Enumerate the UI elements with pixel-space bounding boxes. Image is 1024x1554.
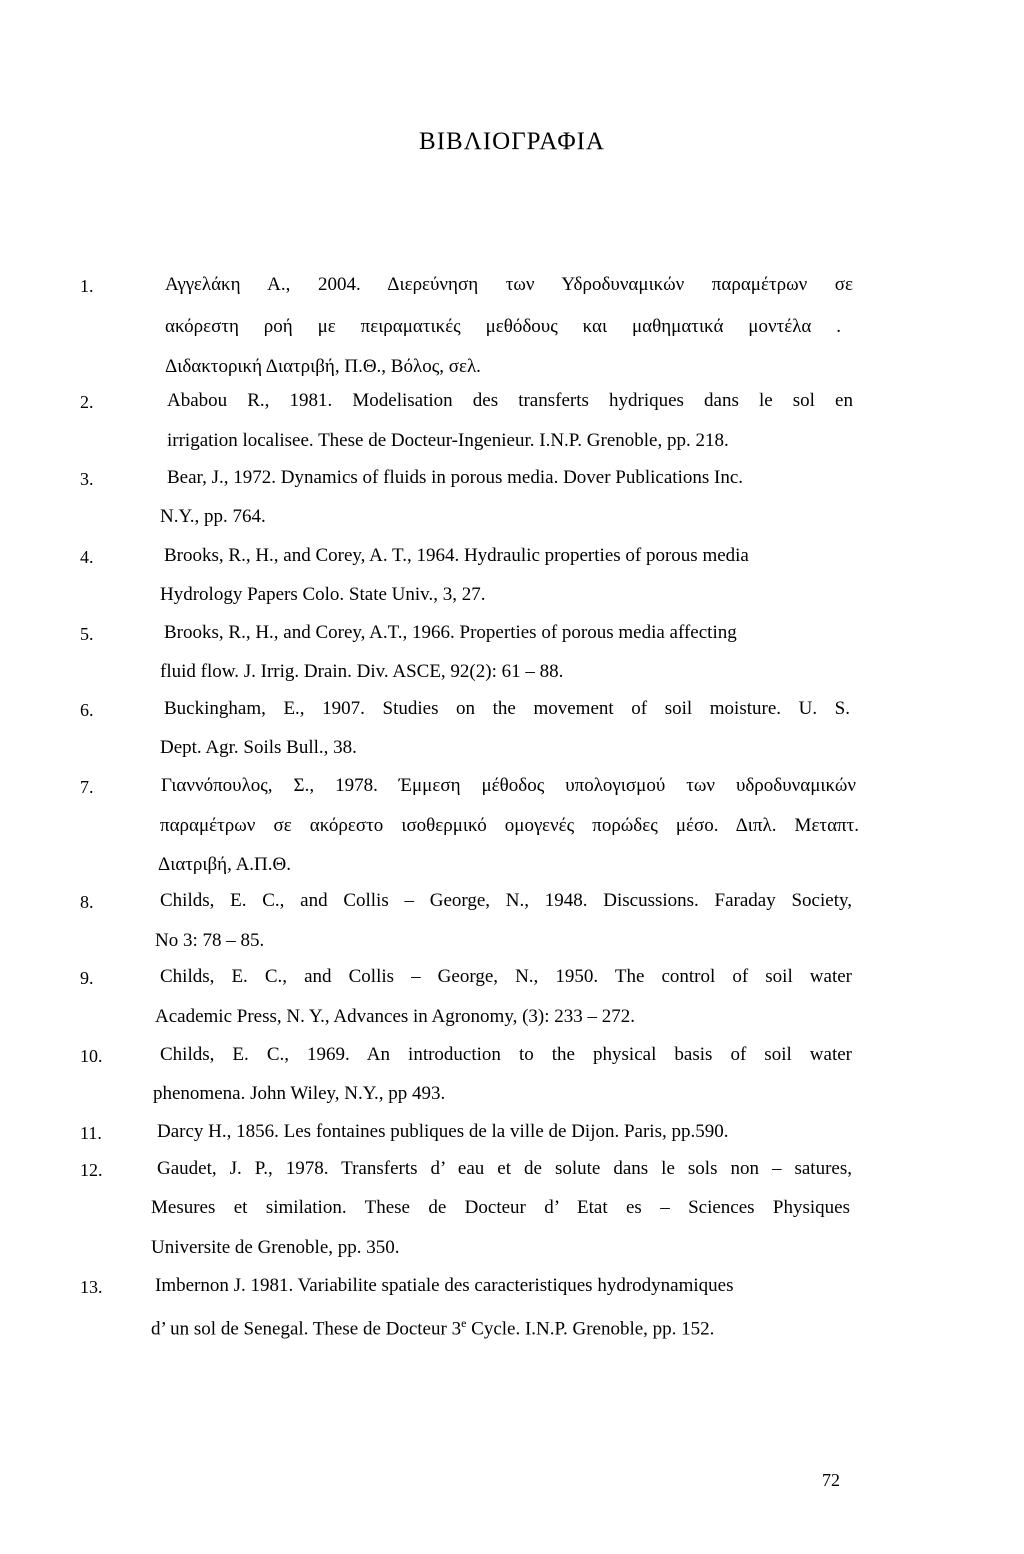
reference-number: 6. (80, 700, 94, 720)
reference-line: Ababou R., 1981. Modelisation des transferts hydriques dans le sol en (167, 390, 853, 411)
reference-line: Αγγελάκη Α., 2004. Διερεύνηση των Υδροδυναμικών παραμέτρων σε (165, 274, 853, 295)
reference-line: Childs, E. C., 1969. An introduction to the physical basis of soil water (160, 1044, 852, 1065)
reference-number: 4. (80, 547, 94, 567)
page-title: ΒΙΒΛΙΟΓΡΑΦΙΑ (419, 128, 605, 155)
reference-number: 12. (80, 1160, 103, 1180)
reference-line: Bear, J., 1972. Dynamics of fluids in porous media. Dover Publications Inc. (167, 467, 744, 488)
reference-line: Brooks, R., H., and Corey, A. T., 1964. Hydraulic properties of porous media (164, 545, 749, 566)
reference-line: phenomena. John Wiley, N.Y., pp 493. (153, 1083, 446, 1104)
reference-number: 2. (80, 392, 94, 412)
reference-number: 3. (80, 469, 94, 489)
reference-number: 8. (80, 892, 94, 912)
reference-line: Academic Press, N. Y., Advances in Agronomy, (3): 233 – 272. (155, 1006, 636, 1027)
reference-line: Gaudet, J. P., 1978. Transferts d’ eau et de solute dans le sols non – satures, (157, 1158, 852, 1179)
reference-number: 13. (80, 1277, 103, 1297)
reference-number: 1. (80, 276, 94, 296)
reference-line: Διατριβή, Α.Π.Θ. (158, 854, 291, 875)
reference-line: ακόρεστη ροή με πειραματικές μεθόδους και μαθηματικά μοντέλα . (165, 316, 841, 337)
reference-line: fluid flow. J. Irrig. Drain. Div. ASCE, 92(2): 61 – 88. (160, 661, 564, 682)
reference-number: 11. (80, 1123, 102, 1143)
reference-line: Brooks, R., H., and Corey, A.T., 1966. Properties of porous media affecting (164, 622, 737, 643)
reference-line: Dept. Agr. Soils Bull., 38. (160, 737, 357, 758)
reference-number: 10. (80, 1046, 103, 1066)
reference-line: Childs, E. C., and Collis – George, N., 1950. The control of soil water (160, 966, 852, 987)
reference-line: παραμέτρων σε ακόρεστο ισοθερμικό ομογενές πορώδες μέσο. Διπλ. Μεταπτ. (160, 815, 859, 836)
reference-number: 9. (80, 968, 94, 988)
reference-line: Darcy H., 1856. Les fontaines publiques de la ville de Dijon. Paris, pp.590. (157, 1121, 729, 1142)
reference-line: Childs, E. C., and Collis – George, N., 1948. Discussions. Faraday Society, (160, 890, 852, 911)
reference-line: d’ un sol de Senegal. These de Docteur 3e Cycle. I.N.P. Grenoble, pp. 152. (151, 1316, 715, 1340)
reference-line: Imbernon J. 1981. Variabilite spatiale des caracteristiques hydrodynamiques (155, 1275, 734, 1296)
reference-line: Mesures et similation. These de Docteur d’ Etat es – Sciences Physiques (151, 1197, 850, 1218)
reference-line: Buckingham, E., 1907. Studies on the movement of soil moisture. U. S. (164, 698, 850, 719)
reference-line: Γιαννόπουλος, Σ., 1978. Έμμεση μέθοδος υπολογισμού των υδροδυναμικών (161, 775, 856, 796)
reference-line: N.Y., pp. 764. (160, 506, 266, 527)
reference-number: 5. (80, 624, 94, 644)
reference-line: No 3: 78 – 85. (155, 930, 265, 951)
reference-line: Universite de Grenoble, pp. 350. (151, 1237, 400, 1258)
reference-number: 7. (80, 777, 94, 797)
page-number: 72 (822, 1470, 840, 1490)
reference-line: Hydrology Papers Colo. State Univ., 3, 27. (160, 584, 486, 605)
reference-line: irrigation localisee. These de Docteur-Ingenieur. I.N.P. Grenoble, pp. 218. (167, 430, 729, 451)
reference-line: Διδακτορική Διατριβή, Π.Θ., Βόλος, σελ. (165, 356, 481, 377)
